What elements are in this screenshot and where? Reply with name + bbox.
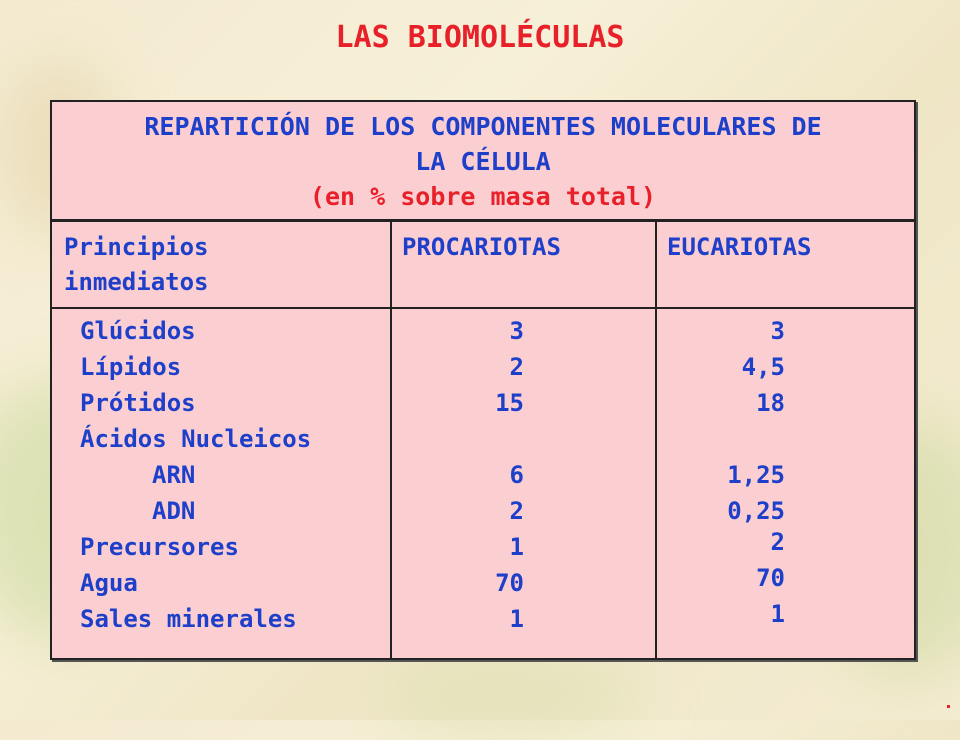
table-heading-line2: LA CÉLULA: [415, 147, 551, 176]
row-label: ARN: [152, 461, 196, 489]
column-header-line: Principios: [64, 233, 209, 261]
eucariotas-value: 4,5: [741, 353, 785, 381]
decorative-dot: [947, 705, 950, 708]
procariotas-value: 1: [509, 605, 524, 633]
eucariotas-value: 0,25: [727, 497, 785, 525]
row-label: Precursores: [80, 533, 239, 561]
table-heading: [52, 102, 914, 222]
composition-table: [50, 100, 916, 660]
eucariotas-value: 2: [770, 528, 785, 556]
procariotas-value: 2: [509, 497, 524, 525]
eucariotas-value: 1,25: [727, 461, 785, 489]
column-divider: [655, 222, 657, 658]
column-divider: [390, 222, 392, 658]
table-heading-line1: REPARTICIÓN DE LOS COMPONENTES MOLECULARES DE: [144, 112, 822, 141]
eucariotas-value: 70: [756, 564, 785, 592]
row-label: Agua: [80, 569, 138, 597]
procariotas-value: 15: [495, 389, 524, 417]
column-header-line: inmediatos: [64, 268, 209, 296]
eucariotas-value: 18: [756, 389, 785, 417]
row-label: Ácidos Nucleicos: [80, 425, 312, 453]
row-label: Lípidos: [80, 353, 182, 381]
table-heading-subtitle: (en % sobre masa total): [309, 182, 657, 211]
procariotas-value: 3: [509, 317, 524, 345]
column-header-principios: [64, 230, 209, 300]
eucariotas-value: 1: [770, 600, 785, 628]
row-label: Prótidos: [80, 389, 196, 417]
header-row-divider: [52, 307, 914, 309]
eucariotas-value: 3: [770, 317, 785, 345]
page-title: LAS BIOMOLÉCULAS: [335, 20, 625, 55]
procariotas-value: 1: [509, 533, 524, 561]
column-header-procariotas: PROCARIOTAS: [402, 233, 561, 261]
procariotas-value: 70: [495, 569, 524, 597]
row-label: Glúcidos: [80, 317, 196, 345]
row-label: ADN: [152, 497, 196, 525]
procariotas-value: 2: [509, 353, 524, 381]
row-label: Sales minerales: [80, 605, 297, 633]
procariotas-value: 6: [509, 461, 524, 489]
column-header-eucariotas: EUCARIOTAS: [667, 233, 812, 261]
background-blob: [380, 650, 640, 740]
